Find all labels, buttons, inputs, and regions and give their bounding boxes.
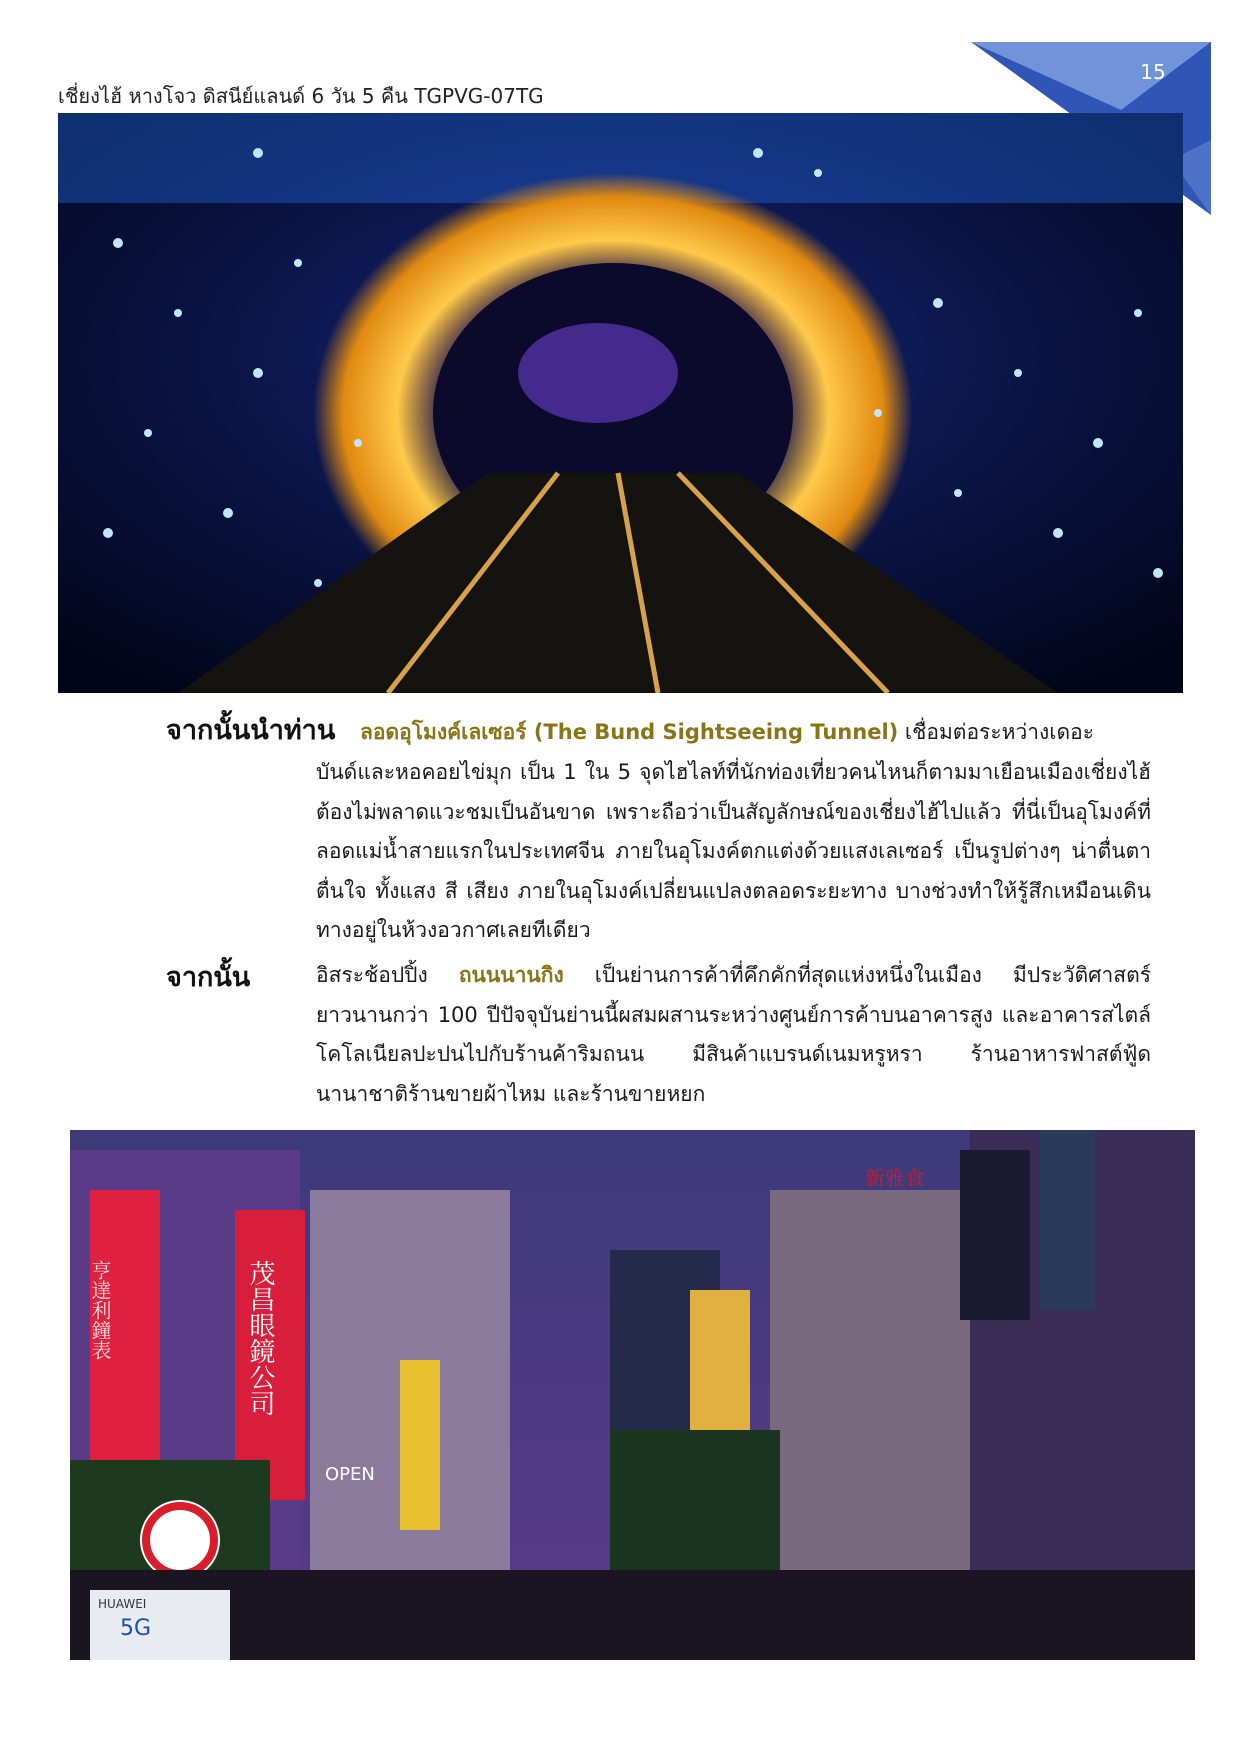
street-sign-open: OPEN xyxy=(325,1464,375,1485)
section1-first-line-rest: เชื่อมต่อระหว่างเดอะ xyxy=(898,720,1095,744)
document-header-title: เชี่ยงไฮ้ หางโจว ดิสนีย์แลนด์ 6 วัน 5 คืน TGPVG-07TG xyxy=(58,84,544,108)
nanjing-road-photo xyxy=(70,1130,1195,1660)
section1-body: บันด์และหอคอยไข่มุก เป็น 1 ใน 5 จุดไฮไลท์ที่นักท่องเที่ยวคนไหนก็ตามมาเยือนเมืองเชี่ยงไฮ้ ต้องไม่พลาดแวะชมเป็นอันขาด เพราะถือว่าเป็นสัญลักษณ์ของเชี่ยงไฮ้ไปแล้ว ที่นี่เป็นอุโมงค์ที่ลอดแม่น้ำสายแรกในประเทศจีน ภายในอุโมงค์ตกแต่งด้วยแสงเลเซอร์ เป็นรูปต่างๆ น่าตื่นตาตื่นใจ ทั้งแสง สี เสียง ภายในอุโมงค์เปลี่ยนแปลงตลอดระยะทาง บางช่วงทำให้รู้สึกเหมือนเดินทางอยู่ในห้วงอวกาศเลยทีเดียว xyxy=(316,760,1151,942)
section2-highlight: ถนนนานกิง xyxy=(458,963,564,987)
street-sign-3: 新雅食 xyxy=(865,1166,925,1190)
section2-body: เป็นย่านการค้าที่คึกคักที่สุดแห่งหนึ่งในเมือง มีประวัติศาสตร์ยาวนานกว่า 100 ปีปัจจุบันย่านนี้ผสมผสานระหว่างศูนย์การค้าบนอาคารสูง และอาคารสไตล์โคโลเนียลปะปนไปกับร้านค้าริมถนน มีสินค้าแบรนด์เนมหรูหรา ร้านอาหารฟาสต์ฟู้ดนานาชาติร้านขายผ้าไหม และร้านขายหยก xyxy=(316,963,1151,1106)
section1-first-line xyxy=(360,713,1160,753)
street-sign-1: 亨達利鐘表 xyxy=(88,1260,112,1360)
page-number: 15 xyxy=(1140,60,1166,84)
section1-lead: จากนั้นนำท่าน xyxy=(166,715,336,746)
street-sign-5g: 5G xyxy=(120,1616,152,1641)
section2-pre: อิสระช้อปปิ้ง xyxy=(316,963,459,987)
laser-tunnel-photo xyxy=(58,113,1183,693)
street-sign-huawei: HUAWEI xyxy=(98,1597,147,1611)
section1-highlight: ลอดอุโมงค์เลเซอร์ (The Bund Sightseeing Tunnel) xyxy=(360,720,899,744)
street-sign-2: 茂昌眼鏡公司 xyxy=(245,1260,275,1416)
section2-lead: จากนั้น xyxy=(166,962,251,993)
section2-body-block xyxy=(316,956,1151,1114)
